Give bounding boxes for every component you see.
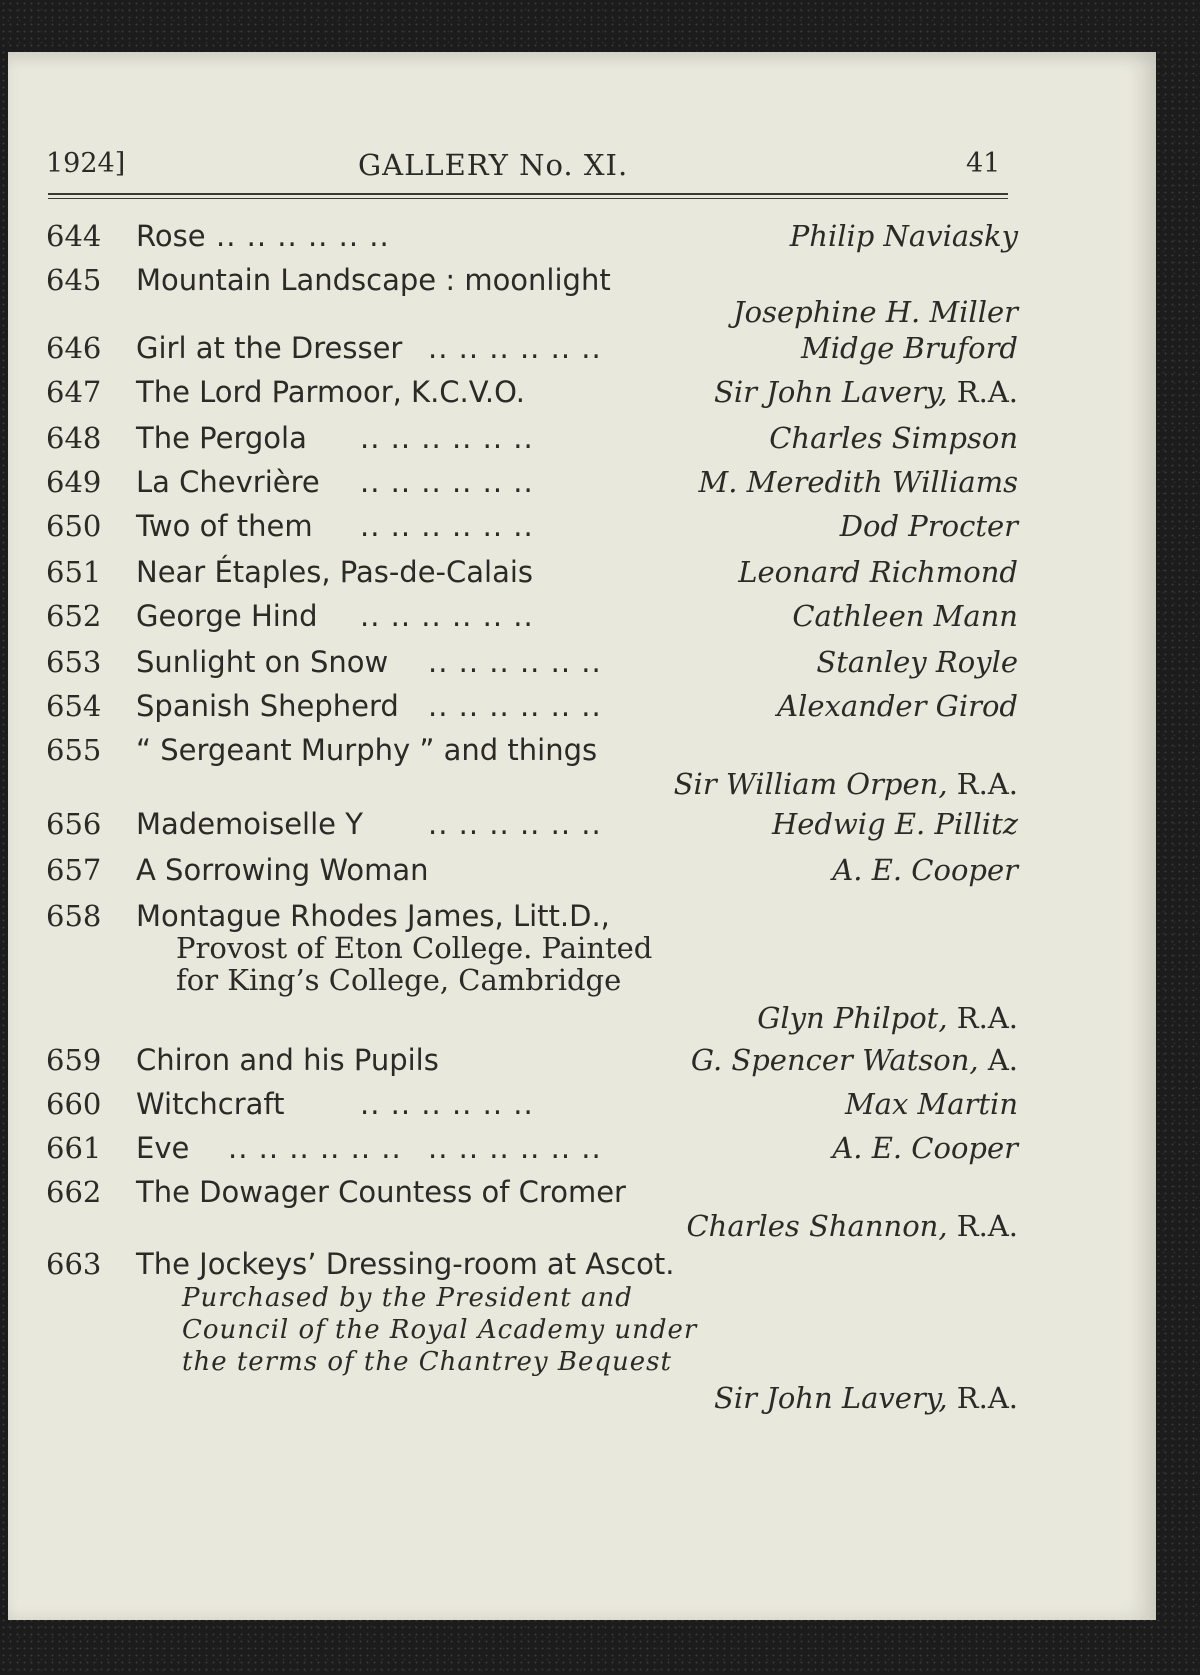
academy-suffix: A.: [987, 1043, 1018, 1077]
academy-suffix: R.A.: [956, 375, 1018, 409]
entry-artist: Max Martin: [844, 1087, 1018, 1121]
academy-suffix: R.A.: [956, 1381, 1018, 1415]
entry-number: 653: [46, 645, 102, 679]
dot-leader: .. .. .. .. .. ..: [428, 1131, 602, 1165]
dot-leader: .. .. .. .. .. ..: [428, 689, 602, 723]
entry-artist: Charles Shannon, R.A.: [686, 1209, 1018, 1243]
entry-number: 650: [46, 509, 102, 543]
entry-number: 655: [46, 733, 102, 767]
dot-leader: .. .. .. .. .. ..: [428, 645, 602, 679]
entry-artist: Hedwig E. Pillitz: [771, 807, 1018, 841]
entry-description-line: Provost of Eton College. Painted: [176, 931, 653, 965]
entry-artist: Alexander Girod: [777, 689, 1018, 723]
entry-artist: Josephine H. Miller: [733, 295, 1018, 329]
entry-title: Rose: [136, 219, 206, 253]
entry-number: 661: [46, 1131, 102, 1165]
dot-leader: .. .. .. .. .. ..: [360, 509, 534, 543]
header-rule: [48, 193, 1008, 195]
entry-title: The Pergola: [136, 421, 307, 455]
dot-leader: .. .. .. .. .. ..: [360, 465, 534, 499]
entry-title: Two of them: [136, 509, 313, 543]
entry-artist: A. E. Cooper: [832, 1131, 1018, 1165]
entry-artist: Sir William Orpen, R.A.: [673, 767, 1018, 801]
entry-title: Sunlight on Snow: [136, 645, 389, 679]
entry-number: 660: [46, 1087, 102, 1121]
entry-artist: M. Meredith Williams: [698, 465, 1018, 499]
entry-title: “ Sergeant Murphy ” and things: [136, 733, 598, 767]
entry-description-line: for King’s College, Cambridge: [176, 963, 622, 997]
entry-note-line: Purchased by the President and: [182, 1283, 633, 1313]
running-head-title: GALLERY No. XI.: [358, 148, 629, 182]
entry-artist: Midge Bruford: [801, 331, 1018, 365]
entry-title: George Hind: [136, 599, 318, 633]
entry-artist: Dod Procter: [839, 509, 1018, 543]
entry-title: The Jockeys’ Dressing-room at Ascot.: [136, 1247, 675, 1281]
entry-artist: Sir John Lavery, R.A.: [713, 375, 1018, 409]
entry-artist: Glyn Philpot, R.A.: [757, 1001, 1018, 1035]
academy-suffix: R.A.: [956, 767, 1018, 801]
entry-artist: Cathleen Mann: [792, 599, 1018, 633]
entry-title: La Chevrière: [136, 465, 320, 499]
entry-note-line: the terms of the Chantrey Bequest: [182, 1347, 672, 1377]
entry-artist: Stanley Royle: [816, 645, 1018, 679]
entry-number: 658: [46, 899, 102, 933]
entry-artist: A. E. Cooper: [832, 853, 1018, 887]
entry-number: 651: [46, 555, 102, 589]
running-head-year: 1924]: [46, 148, 126, 179]
dot-leader: .. .. .. .. .. ..: [360, 421, 534, 455]
dot-leader: .. .. .. .. .. ..: [360, 599, 534, 633]
entry-number: 654: [46, 689, 102, 723]
entry-title: The Lord Parmoor, K.C.V.O.: [136, 375, 525, 409]
entry-title: Spanish Shepherd: [136, 689, 399, 723]
entry-number: 649: [46, 465, 102, 499]
entry-title: Mademoiselle Y: [136, 807, 363, 841]
entry-title: Girl at the Dresser: [136, 331, 403, 365]
entry-artist: Leonard Richmond: [738, 555, 1018, 589]
page-number: 41: [966, 148, 1001, 179]
academy-suffix: R.A.: [956, 1001, 1018, 1035]
entry-number: 657: [46, 853, 102, 887]
entry-note-line: Council of the Royal Academy under: [182, 1315, 698, 1345]
entry-number: 659: [46, 1043, 102, 1077]
entry-title: Montague Rhodes James, Litt.D.,: [136, 899, 610, 933]
entry-number: 656: [46, 807, 102, 841]
entry-number: 648: [46, 421, 102, 455]
entry-number: 663: [46, 1247, 102, 1281]
header-rule-thin: [48, 198, 1008, 199]
entry-artist: Philip Naviasky: [789, 219, 1018, 253]
entry-title: The Dowager Countess of Cromer: [136, 1175, 626, 1209]
entry-number: 647: [46, 375, 102, 409]
dot-leader: .. .. .. .. .. ..: [428, 807, 602, 841]
dot-leader: .. .. .. .. .. ..: [216, 219, 390, 253]
entry-number: 645: [46, 263, 102, 297]
entry-title: Near Étaples, Pas-de-Calais: [136, 555, 534, 589]
entry-artist: G. Spencer Watson, A.: [690, 1043, 1018, 1077]
entry-title: Chiron and his Pupils: [136, 1043, 439, 1077]
entry-number: 646: [46, 331, 102, 365]
academy-suffix: R.A.: [956, 1209, 1018, 1243]
entry-artist: Sir John Lavery, R.A.: [713, 1381, 1018, 1415]
dot-leader: .. .. .. .. .. ..: [228, 1131, 402, 1165]
entry-number: 644: [46, 219, 102, 253]
dot-leader: .. .. .. .. .. ..: [360, 1087, 534, 1121]
dot-leader: .. .. .. .. .. ..: [428, 331, 602, 365]
entry-artist: Charles Simpson: [769, 421, 1018, 455]
entry-title: A Sorrowing Woman: [136, 853, 429, 887]
entry-title: Mountain Landscape : moonlight: [136, 263, 611, 297]
catalogue-page: [8, 52, 1156, 1620]
entry-number: 652: [46, 599, 102, 633]
entry-title: Eve: [136, 1131, 190, 1165]
entry-number: 662: [46, 1175, 102, 1209]
entry-title: Witchcraft: [136, 1087, 285, 1121]
